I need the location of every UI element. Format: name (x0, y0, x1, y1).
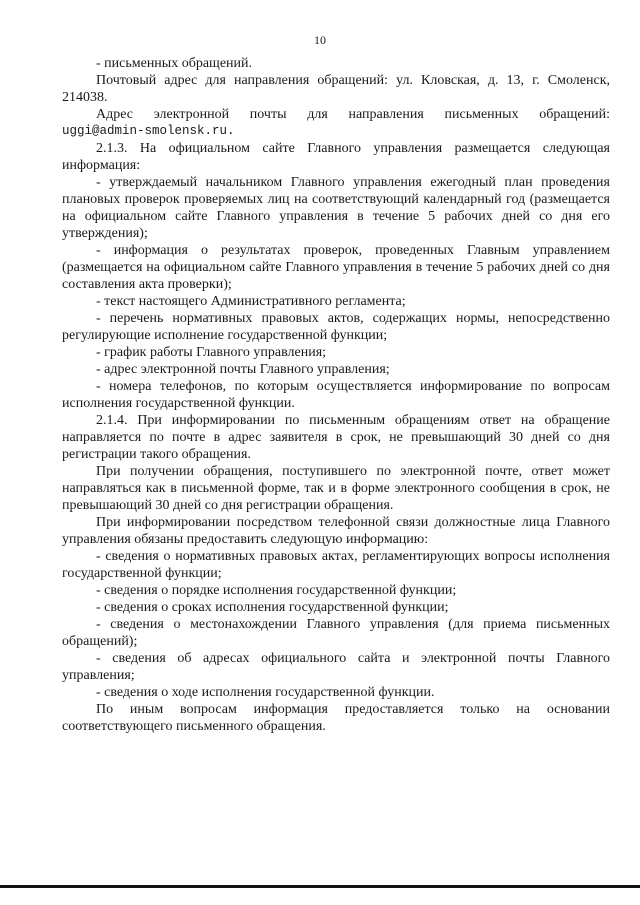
list-item-website-email-info: - сведения об адресах официального сайта и электронной почты Главного управления; (62, 651, 610, 683)
list-item-legal-acts-info: - сведения о нормативных правовых актах, регламентирующих вопросы исполнения государственной функции; (62, 549, 610, 581)
paragraph-written-requests: - письменных обращений. (96, 56, 253, 71)
paragraph-electronic-requests: При получении обращения, поступившего по электронной почте, ответ может направляться как в письменной форме, так и в форме электронного сообщения в срок, не превышающий 30 дней со дня регистрации обращения. (62, 464, 610, 513)
list-item-terms-info: - сведения о сроках исполнения государственной функции; (96, 600, 449, 615)
paragraph-2-1-4: 2.1.4. При информировании по письменным обращениям ответ на обращение направляется по почте в адрес заявителя в срок, не превышающий 30 дней со дня регистрации такого обращения. (62, 413, 610, 462)
list-item-inspection-results: - информация о результатах проверок, проведенных Главным управлением (размещается на официальном сайте Главного управления в течение 5 рабочих дней со дня составления акта проверки); (62, 243, 610, 292)
paragraph-email-address: uggi@admin-smolensk.ru. (62, 124, 235, 138)
paragraph-other-questions: По иным вопросам информация предоставляется только на основании соответствующего письменного обращения. (62, 702, 610, 734)
list-item-location-info: - сведения о местонахождении Главного управления (для приема письменных обращений); (62, 617, 610, 649)
list-item-email: - адрес электронной почты Главного управления; (96, 362, 390, 377)
document-body (62, 55, 610, 735)
list-item-phone-numbers: - номера телефонов, по которым осуществляется информирование по вопросам исполнения государственной функции. (62, 379, 610, 411)
paragraph-email-label: Адрес электронной почты для направления письменных обращений: (96, 107, 610, 122)
list-item-progress-info: - сведения о ходе исполнения государственной функции. (96, 685, 435, 700)
list-item-work-schedule: - график работы Главного управления; (96, 345, 327, 360)
bottom-border-line (0, 885, 640, 888)
list-item-annual-plan: - утверждаемый начальником Главного управления ежегодный план проведения плановых проверок проверяемых лиц на соответствующий календарный год (размещается на официальном сайте Главного управления в течение 5 рабочих дней со дня его утверждения); (62, 175, 610, 241)
paragraph-2-1-3: 2.1.3. На официальном сайте Главного управления размещается следующая информация: (62, 141, 610, 173)
list-item-regulation-text: - текст настоящего Административного регламента; (96, 294, 406, 309)
paragraph-postal-address: Почтовый адрес для направления обращений: ул. Кловская, д. 13, г. Смоленск, 214038. (62, 73, 610, 105)
page-number: 10 (314, 33, 326, 47)
list-item-legal-acts: - перечень нормативных правовых актов, содержащих нормы, непосредственно регулирующие исполнение государственной функции; (62, 311, 610, 343)
paragraph-phone-informing: При информировании посредством телефонной связи должностные лица Главного управления обязаны предоставить следующую информацию: (62, 515, 610, 547)
list-item-procedure-info: - сведения о порядке исполнения государственной функции; (96, 583, 457, 598)
